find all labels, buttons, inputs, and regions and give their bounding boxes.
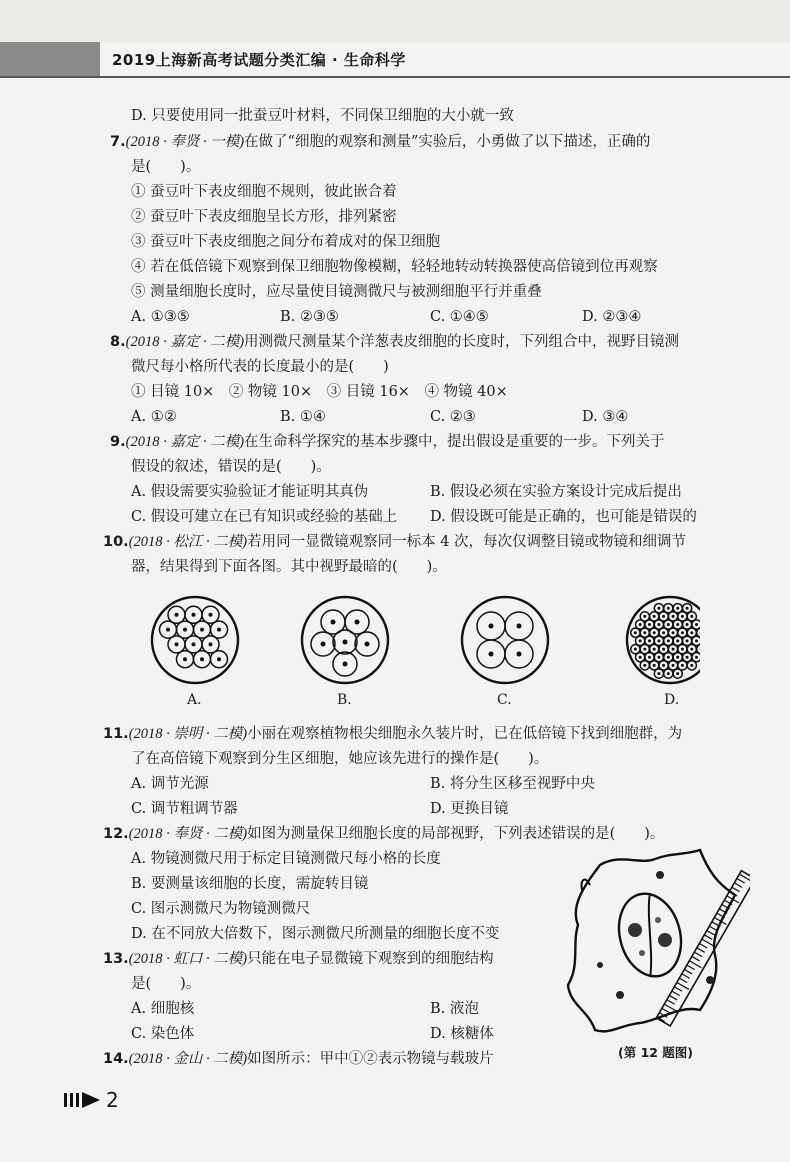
q13-option-b: B. 液泡 [430, 1001, 479, 1017]
cell-nucleus [672, 631, 675, 634]
cell-nucleus [217, 657, 221, 661]
q9-option-b: B. 假设必须在实验方案设计完成后提出 [430, 484, 682, 500]
cell-nucleus [662, 631, 665, 634]
q13-stem1: 只能在电子显微镜下观察到的细胞结构 [247, 951, 494, 967]
ruler-tick [704, 935, 712, 940]
page-number: 2 [106, 1088, 119, 1112]
figure-b-label: B. [337, 692, 352, 708]
q14-stem1: 如图所示：甲中①②表示物镜与载玻片 [247, 1051, 494, 1067]
q8-stem2: 微尺每小格所代表的长度最小的是( ) [131, 359, 389, 375]
cell-nucleus [695, 656, 698, 659]
cell-nucleus [695, 623, 698, 626]
page-marker-icon [64, 1090, 104, 1115]
cell-nucleus [200, 628, 204, 632]
cell-nucleus [192, 642, 196, 646]
ruler-tick [684, 969, 692, 974]
q7-option-d: D. ②③④ [582, 309, 642, 325]
q9-stem-line1 [110, 432, 665, 452]
ruler-tick [699, 943, 707, 948]
cell-nucleus [175, 642, 179, 646]
cell-nucleus [695, 639, 698, 642]
figure-b [302, 597, 388, 683]
q7-item-4: ④ 若在低倍镜下观察到保卫细胞物像模糊，轻轻地转动转换器使高倍镜到位再观察 [131, 259, 658, 275]
cell-nucleus [634, 631, 637, 634]
q13-option-a: A. 细胞核 [131, 1001, 195, 1017]
q12-option-a: A. 物镜测微尺用于标定目镜测微尺每小格的长度 [131, 851, 441, 867]
q13-number: 13. [103, 951, 129, 967]
ruler-tick [682, 974, 690, 979]
q12-figure-caption: (第 12 题图) [618, 1045, 694, 1060]
q7-item-3: ③ 蚕豆叶下表皮细胞之间分布着成对的保卫细胞 [131, 234, 441, 250]
q11-option-b: B. 将分生区移至视野中央 [430, 776, 595, 792]
header-gray-bar [0, 42, 100, 76]
q12-option-d: D. 在不同放大倍数下，图示测微尺所测量的细胞长度不变 [131, 926, 500, 942]
cell-nucleus [209, 642, 213, 646]
q9-option-c: C. 假设可建立在已有知识或经验的基础上 [131, 509, 398, 525]
figure-a-label: A. [187, 692, 202, 708]
cell-nucleus [653, 648, 656, 651]
cell-nucleus [639, 639, 642, 642]
cell-nucleus [657, 656, 660, 659]
ruler-tick [732, 887, 740, 892]
ruler-tick [689, 961, 701, 968]
q6-option-d: D. 只要使用同一批蚕豆叶材料，不同保卫细胞的大小就一致 [131, 108, 514, 124]
q7-option-c: C. ①④⑤ [430, 309, 489, 325]
q14-source: (2018 · 金山 · 二模) [128, 1051, 248, 1067]
cell-nucleus [217, 628, 221, 632]
cell-nucleus [657, 639, 660, 642]
q13-stem2: 是( )。 [131, 976, 201, 992]
q14-number: 14. [103, 1051, 129, 1067]
figure-c-label: C. [497, 692, 512, 708]
q13-source: (2018 · 虹口 · 二模) [128, 951, 248, 967]
cell-nucleus [648, 639, 651, 642]
q7-stem1: 在做了“细胞的观察和测量”实验后，小勇做了以下描述，正确的 [244, 134, 651, 150]
cell-nucleus [657, 672, 660, 675]
ruler-tick [712, 922, 720, 927]
cell-nucleus [681, 615, 684, 618]
cell-nucleus [672, 648, 675, 651]
q10-stem2: 器，结果得到下面各图。其中视野最暗的( )。 [131, 559, 447, 575]
cell-nucleus [634, 648, 637, 651]
cell-nucleus [643, 664, 646, 667]
cell-nucleus [331, 620, 336, 625]
cell-nucleus [681, 648, 684, 651]
q9-option-a: A. 假设需要实验验证才能证明其真伪 [131, 484, 369, 500]
cell-nucleus [667, 656, 670, 659]
cell-nucleus [639, 656, 642, 659]
cell-nucleus [209, 613, 213, 617]
q14-stem-line1 [103, 1049, 494, 1069]
q12-stem1: 如图为测量保卫细胞长度的局部视野，下列表述错误的是( )。 [247, 826, 665, 842]
q9-option-d: D. 假设既可能是正确的，也可能是错误的 [430, 509, 697, 525]
q11-stem1: 小丽在观察植物根尖细胞永久装片时，已在低倍镜下找到细胞群，为 [247, 726, 683, 742]
ruler-tick [707, 930, 715, 935]
cell-nucleus [672, 664, 675, 667]
q11-option-d: D. 更换目镜 [430, 801, 509, 817]
cell-nucleus [686, 623, 689, 626]
cell-nucleus [643, 631, 646, 634]
q8-source: (2018 · 嘉定 · 二模) [125, 334, 245, 350]
q12-stem-line1 [103, 824, 664, 844]
cell-nucleus [643, 648, 646, 651]
cell-nucleus [690, 631, 693, 634]
q10-figures [140, 590, 700, 710]
ruler-tick [697, 948, 705, 953]
figure-c [462, 597, 548, 683]
ruler-tick [702, 939, 714, 946]
q9-source: (2018 · 嘉定 · 二模) [125, 434, 245, 450]
ruler-tick [679, 978, 687, 983]
q7-item-2: ② 蚕豆叶下表皮细胞呈长方形，排列紧密 [131, 209, 397, 225]
ruler-tick [734, 883, 742, 888]
q7-item-5: ⑤ 测量细胞长度时，应尽量使目镜测微尺与被测细胞平行并重叠 [131, 284, 542, 300]
cell-nucleus [667, 672, 670, 675]
cell-nucleus [681, 664, 684, 667]
ruler-tick [672, 991, 680, 996]
q7-option-a: A. ①③⑤ [131, 309, 190, 325]
ruler-tick [687, 965, 695, 970]
cell-nucleus [681, 631, 684, 634]
q11-option-a: A. 调节光源 [131, 776, 209, 792]
cell-nucleus [343, 662, 348, 667]
q11-stem-line1 [103, 724, 682, 744]
ruler-tick [677, 982, 689, 989]
q11-source: (2018 · 崇明 · 二模) [128, 726, 248, 742]
q8-option-b: B. ①④ [280, 409, 326, 425]
ruler-tick [667, 1000, 675, 1005]
q8-number: 8. [110, 334, 126, 350]
figure-d-label: D. [664, 692, 680, 708]
cell-nucleus [667, 607, 670, 610]
q9-stem2: 假设的叙述，错误的是( )。 [131, 459, 331, 475]
q8-stem-line1 [110, 332, 679, 352]
q13-stem-line1 [103, 949, 494, 969]
cell-nucleus [662, 664, 665, 667]
running-header [0, 42, 790, 78]
q13-option-c: C. 染色体 [131, 1026, 195, 1042]
cell-nucleus [690, 615, 693, 618]
figure-d [627, 597, 700, 683]
ruler-tick [664, 1004, 676, 1011]
q7-source: (2018 · 奉贤 · 一模) [125, 134, 245, 150]
top-band [0, 0, 790, 42]
ruler-tick [709, 926, 717, 931]
ruler-tick [737, 879, 745, 884]
q12-source: (2018 · 奉贤 · 二模) [128, 826, 248, 842]
q10-stem1: 若用同一显微镜观察同一标本 4 次，每次仅调整目镜或物镜和细调节 [247, 534, 687, 550]
q9-number: 9. [110, 434, 126, 450]
q7-item-1: ① 蚕豆叶下表皮细胞不规则，彼此嵌合着 [131, 184, 397, 200]
cell-nucleus [662, 615, 665, 618]
q10-stem-line1 [103, 532, 686, 552]
cell-nucleus [648, 656, 651, 659]
cell-nucleus [653, 664, 656, 667]
q7-option-b: B. ②③⑤ [280, 309, 339, 325]
cell-nucleus [183, 657, 187, 661]
cell-nucleus [517, 624, 522, 629]
ruler-tick [694, 952, 702, 957]
cell-nucleus [343, 640, 348, 645]
cell-nucleus [672, 615, 675, 618]
cell-nucleus [657, 623, 660, 626]
cell-nucleus [657, 607, 660, 610]
q8-stem1: 用测微尺测量某个洋葱表皮细胞的长度时，下列组合中，视野目镜测 [244, 334, 680, 350]
cell-nucleus [200, 657, 204, 661]
cell-nucleus [667, 623, 670, 626]
cell-nucleus [676, 607, 679, 610]
cell-nucleus [690, 664, 693, 667]
cell-nucleus [183, 628, 187, 632]
cell-nucleus [686, 607, 689, 610]
q10-source: (2018 · 松江 · 二模) [128, 534, 248, 550]
cell-nucleus [686, 656, 689, 659]
q8-option-a: A. ①② [131, 409, 177, 425]
q11-number: 11. [103, 726, 129, 742]
cell-nucleus [321, 642, 326, 647]
cell-nucleus [648, 623, 651, 626]
ruler-tick [662, 1008, 670, 1013]
cell-nucleus [365, 642, 370, 647]
q10-number: 10. [103, 534, 129, 550]
figure-a [152, 597, 238, 683]
q7-number: 7. [110, 134, 126, 150]
cell-nucleus [643, 615, 646, 618]
cell-nucleus [639, 623, 642, 626]
q12-option-b: B. 要测量该细胞的长度，需旋转目镜 [131, 876, 369, 892]
q12-option-c: C. 图示测微尺为物镜测微尺 [131, 901, 311, 917]
q8-option-d: D. ③④ [582, 409, 629, 425]
cell-nucleus [690, 648, 693, 651]
cell-nucleus [653, 631, 656, 634]
cell-nucleus [653, 615, 656, 618]
cell-nucleus [676, 623, 679, 626]
cell-nucleus [489, 624, 494, 629]
q7-stem-line1 [110, 132, 650, 152]
cell-nucleus [517, 652, 522, 657]
cell-nucleus [175, 613, 179, 617]
q8-items: ① 目镜 10× ② 物镜 10× ③ 目镜 16× ④ 物镜 40× [131, 384, 508, 400]
cell-nucleus [676, 656, 679, 659]
header-title: 2019上海新高考试题分类汇编 · 生命科学 [112, 51, 406, 69]
q9-stem1: 在生命科学探究的基本步骤中，提出假设是重要的一步。下列关于 [244, 434, 665, 450]
q8-option-c: C. ②③ [430, 409, 476, 425]
ruler-tick [729, 892, 737, 897]
cell-nucleus [166, 628, 170, 632]
cell-nucleus [489, 652, 494, 657]
ruler-tick [669, 995, 677, 1000]
cell-nucleus [676, 672, 679, 675]
q7-stem2: 是( )。 [131, 159, 201, 175]
q12-figure [560, 845, 750, 1040]
cell-nucleus [192, 613, 196, 617]
cell-nucleus [355, 620, 360, 625]
q13-option-d: D. 核糖体 [430, 1026, 494, 1042]
cell-nucleus [686, 639, 689, 642]
ruler-tick [674, 987, 682, 992]
cell-nucleus [662, 648, 665, 651]
q11-option-c: C. 调节粗调节器 [131, 801, 238, 817]
cell-nucleus [667, 639, 670, 642]
q12-number: 12. [103, 826, 129, 842]
ruler-tick [692, 956, 700, 961]
cell-nucleus [676, 639, 679, 642]
q11-stem2: 了在高倍镜下观察到分生区细胞，她应该先进行的操作是( )。 [131, 751, 549, 767]
